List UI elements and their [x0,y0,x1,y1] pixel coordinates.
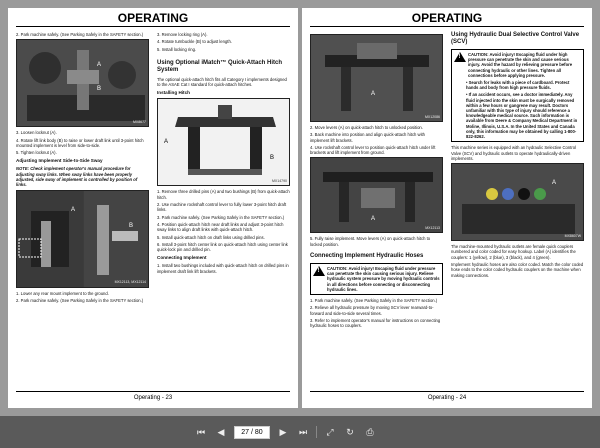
step: 2. Move levers (A) on quick-attach hitch to unlocked position. [310,125,423,130]
prev-page-icon[interactable]: ◀ [217,426,225,437]
page-number-input[interactable]: 27 / 80 [234,426,270,439]
next-page-icon[interactable]: ▶ [279,426,287,437]
step: 2. Relieve all hydraulic pressure by moving SCV lever rearward-to-forward and side-to-side several times. [310,305,434,316]
note: NOTE: Check implement operator's manual procedure for adjusting sway links. When sway links have been properly adjusted, side sway of implement is controlled by position of links. [16,166,138,188]
left-column-2 [157,32,290,276]
caution-bullet: • If an accident occurs, see a doctor immediately. Any fluid injected into the skin must be surgically removed within a few hours or gangrene may result. Doctors unfamiliar with this type of injury should reference a knowledgeable medical source. Such information is available from Deere & Company Medical Department in Moline, Illinois, U.S.A. In the United States and Canada only, this information may be obtained by calling 1-800-822-8262. [466,92,578,140]
svg-text:A: A [164,139,169,146]
page-footer: Operating - 23 [16,391,290,404]
figure-implement-raised-art [311,158,443,232]
viewer-toolbar [0,416,600,448]
page-left [8,8,298,408]
paragraph: Implement hydraulic hoses are also color coded. Match the color coded hose ends to the color coded hydraulic couplers on the machine when making connections. [451,262,584,278]
figure-label: MX8607W [564,233,581,238]
step: 5. Install quick-attach hitch on draft links using drilled pins. [157,234,265,240]
figure-lift-link [16,39,149,127]
right-column-1 [310,32,443,331]
warning-triangle-icon [313,266,325,276]
step: 2. Park machine safely. (See Parking Safely in the SAFETY section.) [16,32,144,37]
figure-hitch-levers [310,34,443,122]
last-page-icon[interactable]: ⏭ [298,426,308,437]
svg-text:A: A [371,216,376,223]
figure-lift-link-art [17,40,149,126]
figure-label: MX14790 [272,179,287,184]
first-page-icon[interactable]: ⏮ [196,426,206,437]
section-heading: Using Hydraulic Dual Selective Control Valve (SCV) [451,32,580,45]
page-footer: Operating - 24 [310,391,584,404]
toolbar-separator [316,426,317,438]
svg-text:A: A [71,206,76,213]
svg-text:B: B [129,222,134,229]
figure-couplers-art [452,164,584,240]
section-heading: Adjusting Implement Side-to-Side Sway [16,158,103,164]
figure-sway-links [16,190,149,288]
step: 3. Park machine safely. (See Parking Safely in the SAFETY section.) [157,214,285,220]
step: 1. Remove three drilled pins (A) and two bushings (B) from quick-attach hitch. [157,189,290,200]
figure-hydraulic-couplers [451,163,584,241]
figure-hitch-art [158,99,290,185]
print-icon[interactable]: ⎙ [366,426,374,437]
figure-quick-attach-hitch [157,98,290,186]
step: 1. Lower any rear mount implement to the ground. [16,290,109,296]
figure-label: MX8677 [132,120,146,124]
step: 4. Use rockshaft control lever to position quick-attach hitch under lift brackets and lift implement from ground. [310,144,436,156]
step: 3. Refer to implement operator's manual for instructions on connecting hydraulic hoses to couplers. [310,317,441,329]
figure-label: MX12113, MX12114 [114,280,146,285]
step: 4. Rotate turnbuckle (B) to adjust length. [157,39,232,45]
step: 3. Remove locking ring (A). [157,32,208,37]
subsection-heading: Connecting Implement [157,255,207,261]
page-right [302,8,592,408]
page-header: OPERATING [16,12,290,27]
step: 4. Position quick-attach hitch near draft links and adjust 3-point hitch sway links to align draft links with quick-attach hitch. [157,221,284,233]
step: 1. Park machine safely. (See Parking Safely in the SAFETY section.) [310,298,438,304]
caution-bullet: • Search for leaks with a piece of cardboard. Protect hands and body from high pressure fluids. [466,80,570,91]
caution-box [451,49,584,142]
subsection-heading: Installing Hitch [157,90,190,96]
paragraph: The optional quick-attach hitch fits all Category I implements designed to the ASAE Cat I standard for quick-attach hitches. [157,76,287,88]
svg-text:B: B [97,86,102,93]
paragraph: The machine-mounted hydraulic outlets are female quick couplers numbered and color coded for easy hookup. Label (A) identifies the couplers: 1 (yellow), 2 (blue), 3 (black), and 4 (green). [451,244,576,260]
figure-hitch-levers-art [311,35,443,121]
step: 3. Loosen locknut (A). [16,130,57,136]
figure-implement-raised [310,157,443,233]
warning-triangle-icon [454,52,466,62]
svg-text:A: A [552,180,557,187]
caution-text: CAUTION: Avoid injury! Escaping fluid under pressure can penetrate the skin causing serious injury. Relieve hydraulic system pressure by moving hydraulic controls in all directions before connecting or disconnecting hydraulic lines. [327,266,440,292]
figure-label: MX12086 [425,114,440,119]
step: 5. Install locking ring. [157,46,197,52]
rotate-icon[interactable]: ↻ [346,426,354,437]
page-header: OPERATING [310,12,584,27]
step: 5. Fully raise implement. Move levers (A) on quick-attach hitch to locked position. [310,236,431,247]
svg-text:B: B [270,155,275,162]
svg-text:A: A [371,91,376,97]
paragraph: This machine series is equipped with an hydraulic Selective Control Valve (SCV) and hydraulic outlets to operate hydraulically-driven implements. [451,145,576,161]
step: 2. Use machine rockshaft control lever to fully lower 3-point hitch draft links. [157,202,287,213]
step: 6. Install 3-point hitch center link on quick-attach hitch using center link quick-lock pin and drilled pin. [157,241,288,253]
step: 3. Back machine into position and align quick-attach hitch with implement lift brackets. [310,132,425,143]
left-column-1 [16,32,149,305]
figure-sway-links-art [17,191,149,287]
section-heading: Using Optional iMatch™ Quick-Attach Hitch System [157,59,283,73]
section-heading: Connecting Implement Hydraulic Hoses [310,253,424,260]
step: 4. Rotate lift link body (B) to raise or lower draft link until 3-point hitch mounted implement is level from side-to-side. [16,137,144,148]
figure-label: MX12113 [425,226,440,231]
right-column-2 [451,32,584,280]
fit-page-icon[interactable]: ⤢ [326,426,334,437]
step: 2. Park machine safely. (See Parking Safely in the SAFETY section.) [16,297,144,303]
caution-text: CAUTION: Avoid injury! Escaping fluid under high pressure can penetrate the skin and cause serious injury. Avoid the hazard by relieving pressure before connecting hydraulic or other lines. Tighten all connections before applying pressure. [468,52,573,78]
caution-box [310,263,443,295]
svg-text:A: A [97,62,102,69]
step: 5. Tighten locknut (A). [16,150,57,156]
toolbar-controls [194,425,406,439]
step: 1. Install two bushings included with quick-attach hitch on drilled pins in implement draft link lift brackets. [157,263,289,274]
